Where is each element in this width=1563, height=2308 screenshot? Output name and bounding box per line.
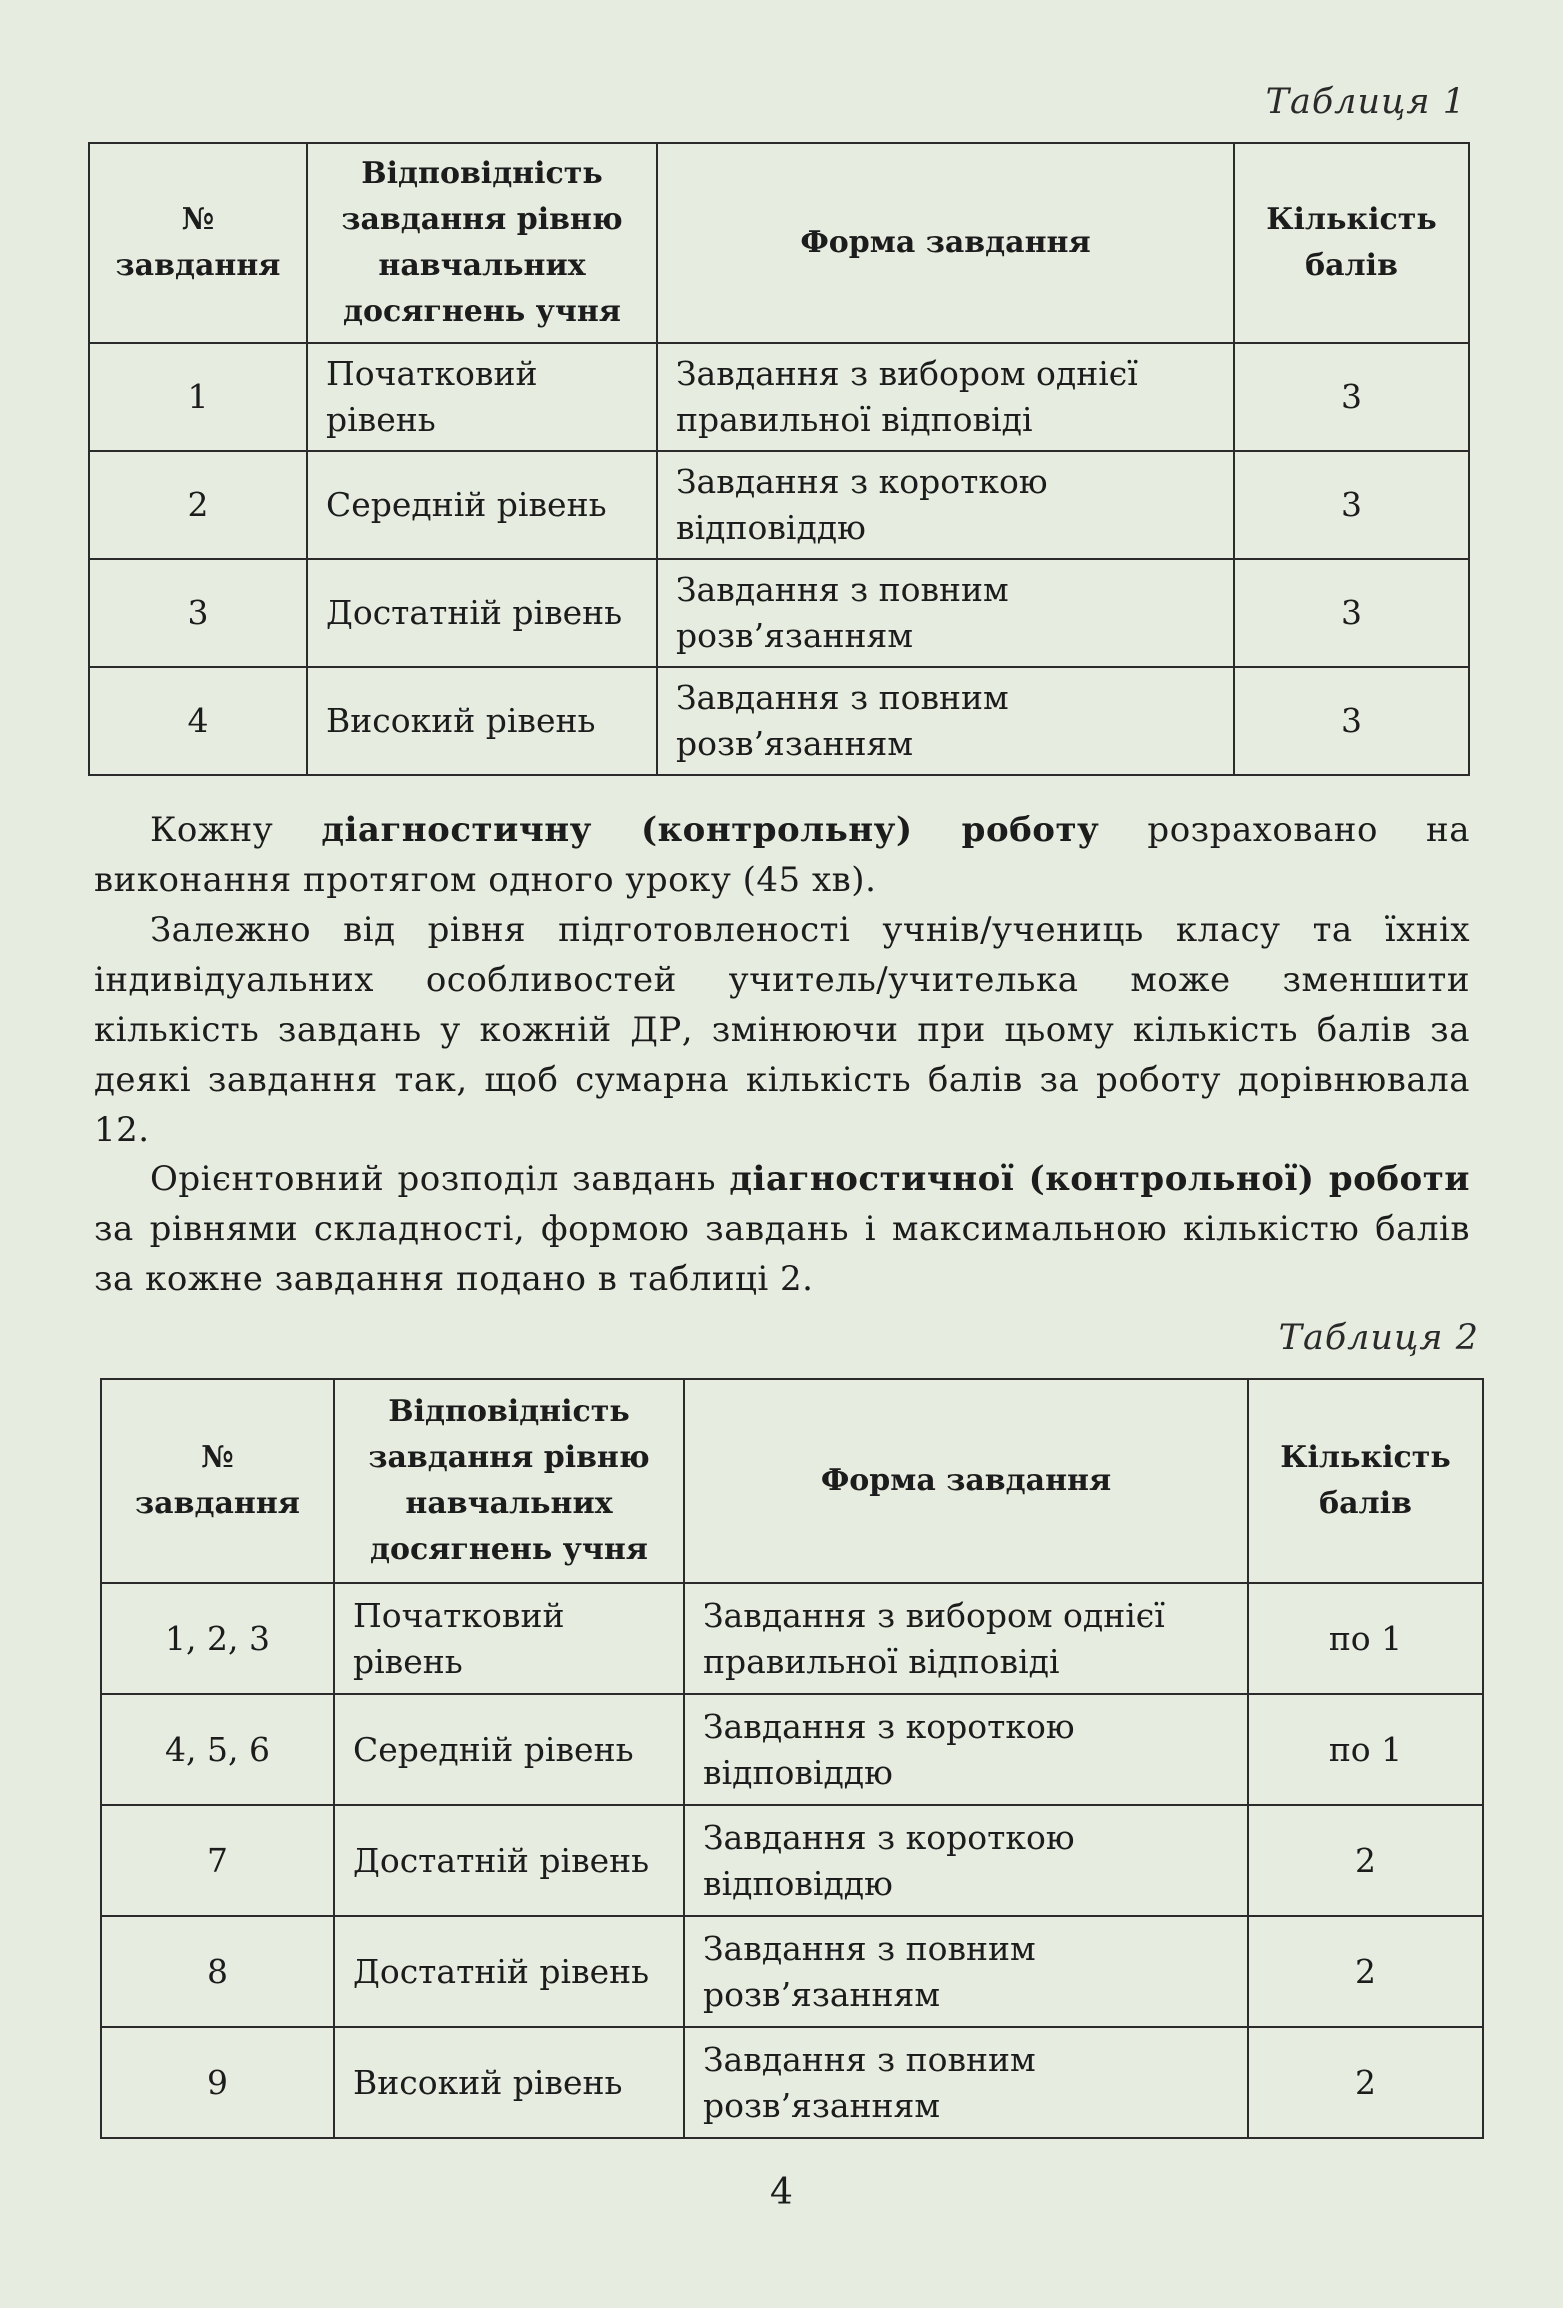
points-cell: 3: [1234, 343, 1469, 451]
header-points: Кількість балів: [1248, 1379, 1483, 1583]
task-number-cell: 8: [101, 1916, 334, 2027]
task-form-cell: Завдання з повним розв’язанням: [657, 559, 1234, 667]
table-1-caption: Таблиця 1: [1265, 82, 1466, 122]
points-cell: по 1: [1248, 1583, 1483, 1694]
table-2: [100, 1378, 1484, 2139]
table-row: [101, 1805, 1483, 1916]
paragraph-text: Орієнтовний розподіл завдань: [150, 1159, 730, 1199]
level-cell: Високий рівень: [307, 667, 657, 775]
task-form-cell: Завдання з короткою відповіддю: [684, 1694, 1248, 1805]
page-number: 4: [770, 2172, 793, 2213]
task-form-cell: Завдання з вибором однієї правильної відповіді: [684, 1583, 1248, 1694]
table-2-caption: Таблиця 2: [1278, 1318, 1479, 1358]
task-form-cell: Завдання з вибором однієї правильної відповіді: [657, 343, 1234, 451]
paragraph-distribution: [94, 1154, 1470, 1304]
header-task-form: Форма завдання: [657, 143, 1234, 343]
task-number-cell: 2: [89, 451, 307, 559]
level-cell: Достатній рівень: [307, 559, 657, 667]
task-number-cell: 4, 5, 6: [101, 1694, 334, 1805]
points-cell: 3: [1234, 559, 1469, 667]
task-number-cell: 1, 2, 3: [101, 1583, 334, 1694]
table-row: [89, 451, 1469, 559]
level-cell: Середній рівень: [334, 1694, 684, 1805]
table-row: [101, 2027, 1483, 2138]
level-cell: Високий рівень: [334, 2027, 684, 2138]
points-cell: 3: [1234, 667, 1469, 775]
task-form-cell: Завдання з короткою відповіддю: [657, 451, 1234, 559]
task-number-cell: 3: [89, 559, 307, 667]
header-level: Відповідність завдання рівню навчальних досягнень учня: [334, 1379, 684, 1583]
table-1: [88, 142, 1470, 776]
paragraph-bold-term: діагностичну (контрольну) роботу: [321, 810, 1100, 850]
table-row: [89, 559, 1469, 667]
table-2-header-row: [101, 1379, 1483, 1583]
paragraph-text: за рівнями складності, формою завдань і максимальною кількістю балів за кожне завдання подано в таблиці 2.: [94, 1209, 1470, 1299]
task-number-cell: 4: [89, 667, 307, 775]
task-form-cell: Завдання з повним розв’язанням: [684, 1916, 1248, 2027]
level-cell: Середній рівень: [307, 451, 657, 559]
task-number-cell: 1: [89, 343, 307, 451]
header-level: Відповідність завдання рівню навчальних досягнень учня: [307, 143, 657, 343]
points-cell: 2: [1248, 2027, 1483, 2138]
paragraph-text: розраховано на виконання протягом одного уроку (45 хв).: [94, 810, 1470, 900]
paragraph-text: Залежно від рівня підготовленості учнів/учениць класу та їхніх індивідуальних особливостей учитель/учителька може зменшити кількість завдань у кожній ДР, змінюючи при цьому кількість балів за деякі завдання так, щоб сумарна кількість балів за роботу дорівнювала 12.: [94, 910, 1470, 1150]
task-form-cell: Завдання з повним розв’язанням: [657, 667, 1234, 775]
level-cell: Достатній рівень: [334, 1805, 684, 1916]
points-cell: 3: [1234, 451, 1469, 559]
points-cell: 2: [1248, 1916, 1483, 2027]
level-cell: Початковий рівень: [307, 343, 657, 451]
table-row: [89, 343, 1469, 451]
points-cell: по 1: [1248, 1694, 1483, 1805]
paragraph-text: Кожну: [150, 810, 322, 850]
table-row: [101, 1694, 1483, 1805]
header-task-number: № завдання: [101, 1379, 334, 1583]
task-number-cell: 7: [101, 1805, 334, 1916]
task-form-cell: Завдання з короткою відповіддю: [684, 1805, 1248, 1916]
header-task-form: Форма завдання: [684, 1379, 1248, 1583]
level-cell: Достатній рівень: [334, 1916, 684, 2027]
header-task-number: № завдання: [89, 143, 307, 343]
table-row: [101, 1916, 1483, 2027]
header-points: Кількість балів: [1234, 143, 1469, 343]
task-number-cell: 9: [101, 2027, 334, 2138]
paragraph-work-duration: [94, 805, 1470, 905]
table-1-header-row: [89, 143, 1469, 343]
level-cell: Початковий рівень: [334, 1583, 684, 1694]
table-row: [101, 1583, 1483, 1694]
points-cell: 2: [1248, 1805, 1483, 1916]
table-row: [89, 667, 1469, 775]
task-form-cell: Завдання з повним розв’язанням: [684, 2027, 1248, 2138]
paragraph-bold-term: діагностичної (контрольної) роботи: [729, 1159, 1470, 1199]
paragraph-task-reduction: [94, 905, 1470, 1155]
